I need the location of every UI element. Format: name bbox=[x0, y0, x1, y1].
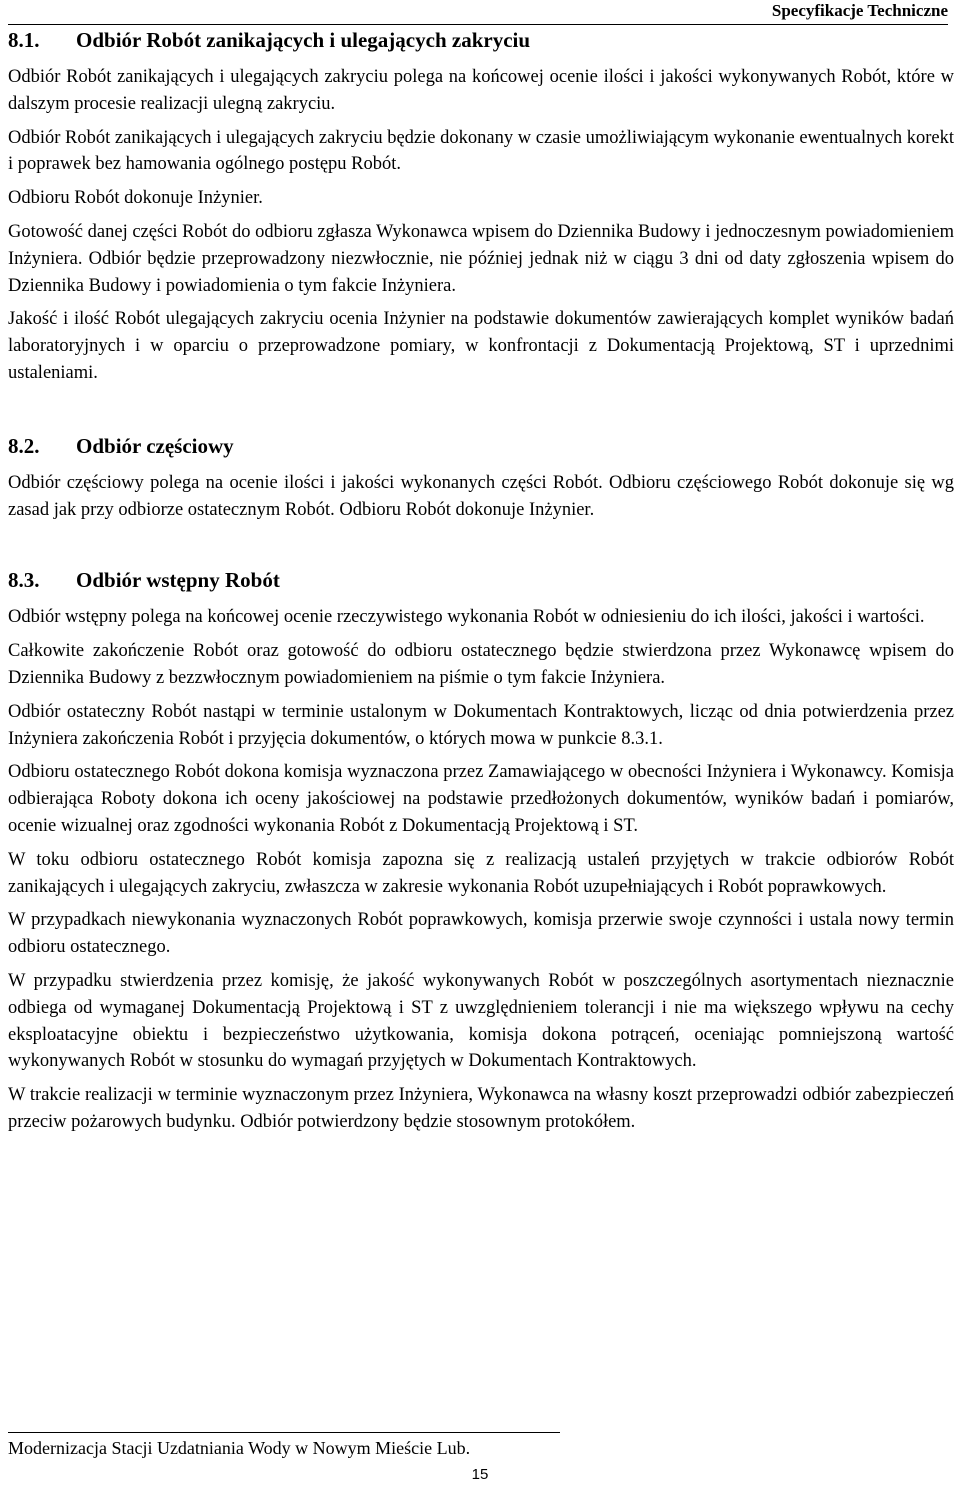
paragraph: W przypadku stwierdzenia przez komisję, że jakość wykonywanych Robót w poszczególnych asortymentach nieznacznie odbiega od wymaganej Dokumentacją Projektową i ST z uwzględnieniem tolerancji i nie ma większego wpływu na cechy eksploatacyjne obiektu i bezpieczeństwo użytkowania, komisja dokona potrąceń, oceniając pomniejszoną wartość wykonywanych Robót w stosunku do wymagań przyjętych w Dokumentach Kontraktowych. bbox=[8, 970, 954, 1072]
paragraph: Odbioru ostatecznego Robót dokona komisja wyznaczona przez Zamawiającego w obecności Inżyniera i Wykonawcy. Komisja odbierająca Roboty dokona ich oceny jakościowej na podstawie przedłożonych dokumentów, wyników badań i pomiarów, ocenie wizualnej oraz zgodności wykonania Robót z Dokumentacją Projektową i ST. bbox=[8, 762, 954, 836]
section-title: Odbiór wstępny Robót bbox=[76, 568, 280, 593]
section-number: 8.1. bbox=[8, 28, 40, 52]
section-heading-8-1 bbox=[8, 26, 954, 54]
running-header bbox=[8, 0, 948, 25]
header-title: Specyfikacje Techniczne bbox=[771, 1, 948, 20]
paragraph: Odbiór Robót zanikających i ulegających zakryciu będzie dokonany w czasie umożliwiającym wykonanie ewentualnych korekt i poprawek bez hamowania ogólnego postępu Robót. bbox=[8, 127, 954, 175]
paragraph: Całkowite zakończenie Robót oraz gotowość do odbioru ostatecznego będzie stwierdzona przez Wykonawcę wpisem do Dziennika Budowy z bezzwłocznym powiadomieniem na piśmie o tym fakcie Inżyniera. bbox=[8, 641, 954, 688]
paragraph: Odbiór częściowy polega na ocenie ilości i jakości wykonanych części Robót. Odbioru częściowego Robót dokonuje się wg zasad jak przy odbiorze ostatecznym Robót. Odbioru Robót dokonuje Inżynier. bbox=[8, 472, 954, 520]
paragraph: Odbiór wstępny polega na końcowej ocenie rzeczywistego wykonania Robót w odniesieniu do ich ilości, jakości i wartości. bbox=[8, 607, 925, 628]
section-number: 8.3. bbox=[8, 568, 40, 593]
paragraph: Jakość i ilość Robót ulegających zakryciu ocenia Inżynier na podstawie dokumentów zawierających komplet wyników badań laboratoryjnych i w oparciu o przeprowadzone pomiary, w konfrontacji z Dokumentacją Projektową, ST i uprzednimi ustaleniami. bbox=[8, 309, 954, 383]
paragraph: W trakcie realizacji w terminie wyznaczonym przez Inżyniera, Wykonawca na własny koszt przeprowadzi odbiór zabezpieczeń przeciw pożarowych budynku. Odbiór potwierdzony będzie stosownym protokółem. bbox=[8, 1085, 954, 1132]
footer-project-name: Modernizacja Stacji Uzdatniania Wody w Nowym Mieście Lub. bbox=[8, 1438, 471, 1458]
section-number: 8.2. bbox=[8, 433, 40, 458]
section-heading-8-3 bbox=[8, 566, 954, 594]
section-heading-8-2 bbox=[8, 432, 954, 460]
section-gap bbox=[8, 530, 954, 566]
section-title: Odbiór częściowy bbox=[76, 433, 234, 458]
paragraph: Odbiór ostateczny Robót nastąpi w terminie ustalonym w Dokumentach Kontraktowych, licząc od dnia potwierdzenia przez Inżyniera zakończenia Robót i przyjęcia dokumentów, o których mowa w punkcie 8.3.1. bbox=[8, 701, 954, 749]
footer-divider bbox=[8, 1432, 560, 1433]
paragraph: W przypadkach niewykonania wyznaczonych Robót poprawkowych, komisja przerwie swoje czynności i ustala nowy termin odbioru ostatecznego. bbox=[8, 910, 954, 958]
section-gap bbox=[8, 394, 954, 432]
paragraph: Odbioru Robót dokonuje Inżynier. bbox=[8, 188, 263, 209]
paragraph: Odbiór Robót zanikających i ulegających zakryciu polega na końcowej ocenie ilości i jakości wykonywanych Robót, które w dalszym procesie realizacji ulegną zakryciu. bbox=[8, 67, 954, 114]
paragraph: W toku odbioru ostatecznego Robót komisja zapozna się z realizacją ustaleń przyjętych w trakcie odbiorów Robót zanikających i ulegających zakryciu, zwłaszcza w zakresie wykonania Robót uzupełniających i Robót poprawkowych. bbox=[8, 849, 954, 897]
section-title: Odbiór Robót zanikających i ulegających zakryciu bbox=[76, 28, 531, 52]
paragraph: Gotowość danej części Robót do odbioru zgłasza Wykonawca wpisem do Dziennika Budowy i jednoczesnym powiadomieniem Inżyniera. Odbiór będzie przeprowadzony niezwłocznie, nie później jednak niż w ciągu 3 dni od daty zgłoszenia wpisem do Dziennika Budowy i powiadomienia o tym fakcie Inżyniera. bbox=[8, 221, 954, 296]
page-number: 15 bbox=[471, 1466, 489, 1483]
document-body bbox=[8, 26, 954, 1143]
